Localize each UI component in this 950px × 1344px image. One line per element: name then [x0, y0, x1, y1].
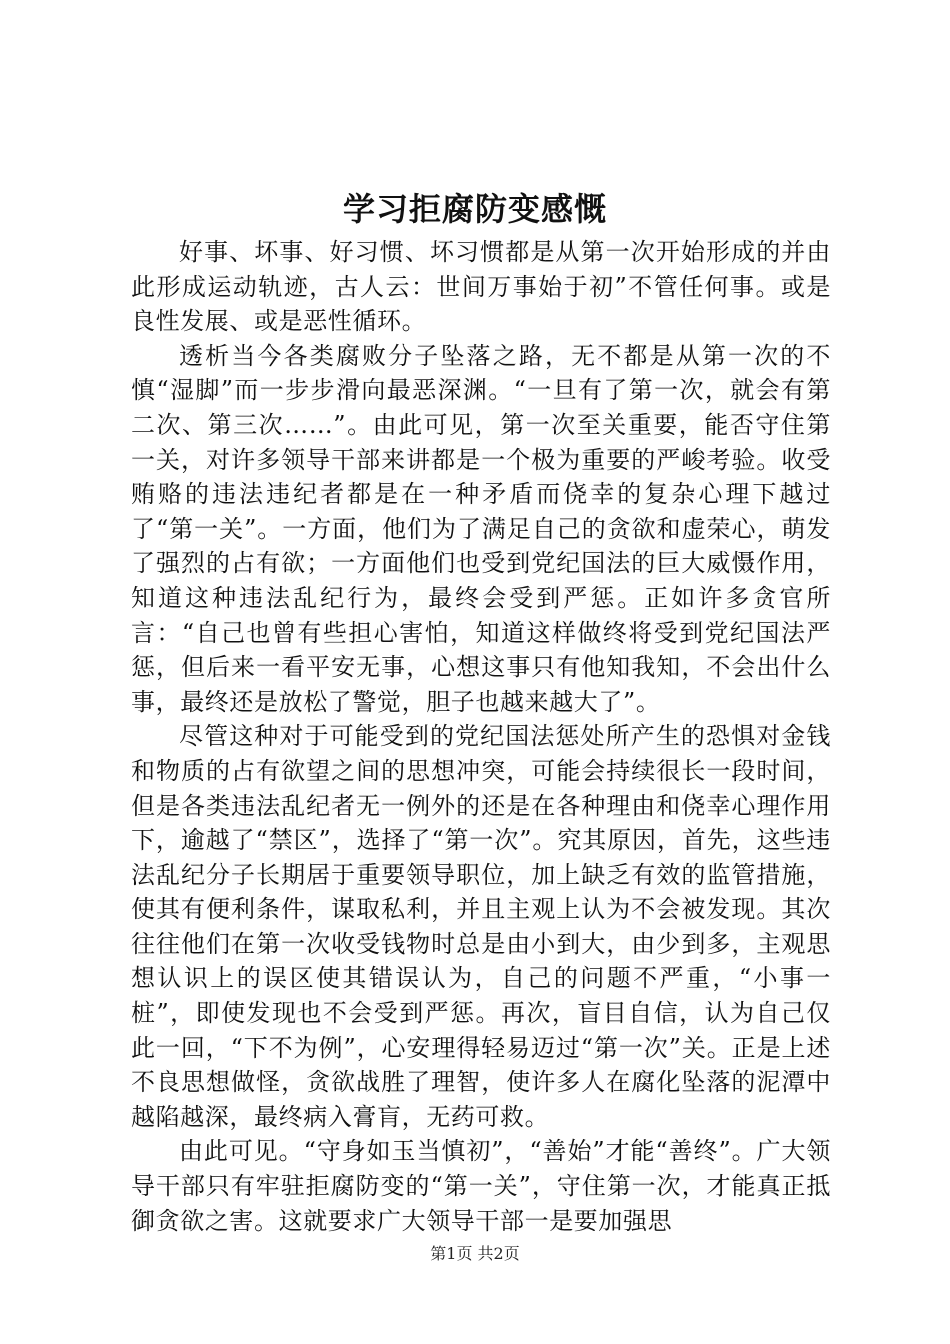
document-body: [131, 235, 831, 1238]
page-number-footer: 第1页 共2页: [430, 1244, 520, 1263]
paragraph-3: 尽管这种对于可能受到的党纪国法惩处所产生的恐惧对金钱和物质的占有欲望之间的思想冲突，可能会持续很长一段时间，但是各类违法乱纪者无一例外的还是在各种理由和侥幸心理作用下，逾越了“禁区”，选择了“第一次”。究其原因，首先，这些违法乱纪分子长期居于重要领导职位，加上缺乏有效的监管措施，使其有便利条件，谋取私利，并且主观上认为不会被发现。其次往往他们在第一次收受钱物时总是由小到大，由少到多，主观思想认识上的误区使其错误认为，自己的问题不严重，“小事一桩”，即使发现也不会受到严惩。再次，盲目自信，认为自己仅此一回，“下不为例”，心安理得轻易迈过“第一次”关。正是上述不良思想做怪，贪欲战胜了理智，使许多人在腐化坠落的泥潭中越陷越深，最终病入膏肓，无药可救。: [131, 722, 831, 1131]
paragraph-1: 好事、坏事、好习惯、坏习惯都是从第一次开始形成的并由此形成运动轨迹，古人云：世间万事始于初”不管任何事。或是良性发展、或是恶性循环。: [131, 238, 831, 336]
paragraph-4: 由此可见。“守身如玉当慎初”，“善始”才能“善终”。广大领导干部只有牢驻拒腐防变的“第一关”，守住第一次，才能真正抵御贪欲之害。这就要求广大领导干部一是要加强思: [131, 1137, 831, 1235]
document-title: 学习拒腐防变感慨: [342, 190, 607, 228]
paragraph-2: 透析当今各类腐败分子坠落之路，无不都是从第一次的不慎“湿脚”而一步步滑向最恶深渊。“一旦有了第一次，就会有第二次、第三次……”。由此可见，第一次至关重要，能否守住第一关，对许多领导干部来讲都是一个极为重要的严峻考验。收受贿赂的违法违纪者都是在一种矛盾而侥幸的复杂心理下越过了“第一关”。一方面，他们为了满足自己的贪欲和虚荣心，萌发了强烈的占有欲；一方面他们也受到党纪国法的巨大威慑作用，知道这种违法乱纪行为，最终会受到严惩。正如许多贪官所言：“自己也曾有些担心害怕，知道这样做终将受到党纪国法严惩，但后来一看平安无事，心想这事只有他知我知，不会出什么事，最终还是放松了警觉，胆子也越来越大了”。: [131, 341, 831, 716]
